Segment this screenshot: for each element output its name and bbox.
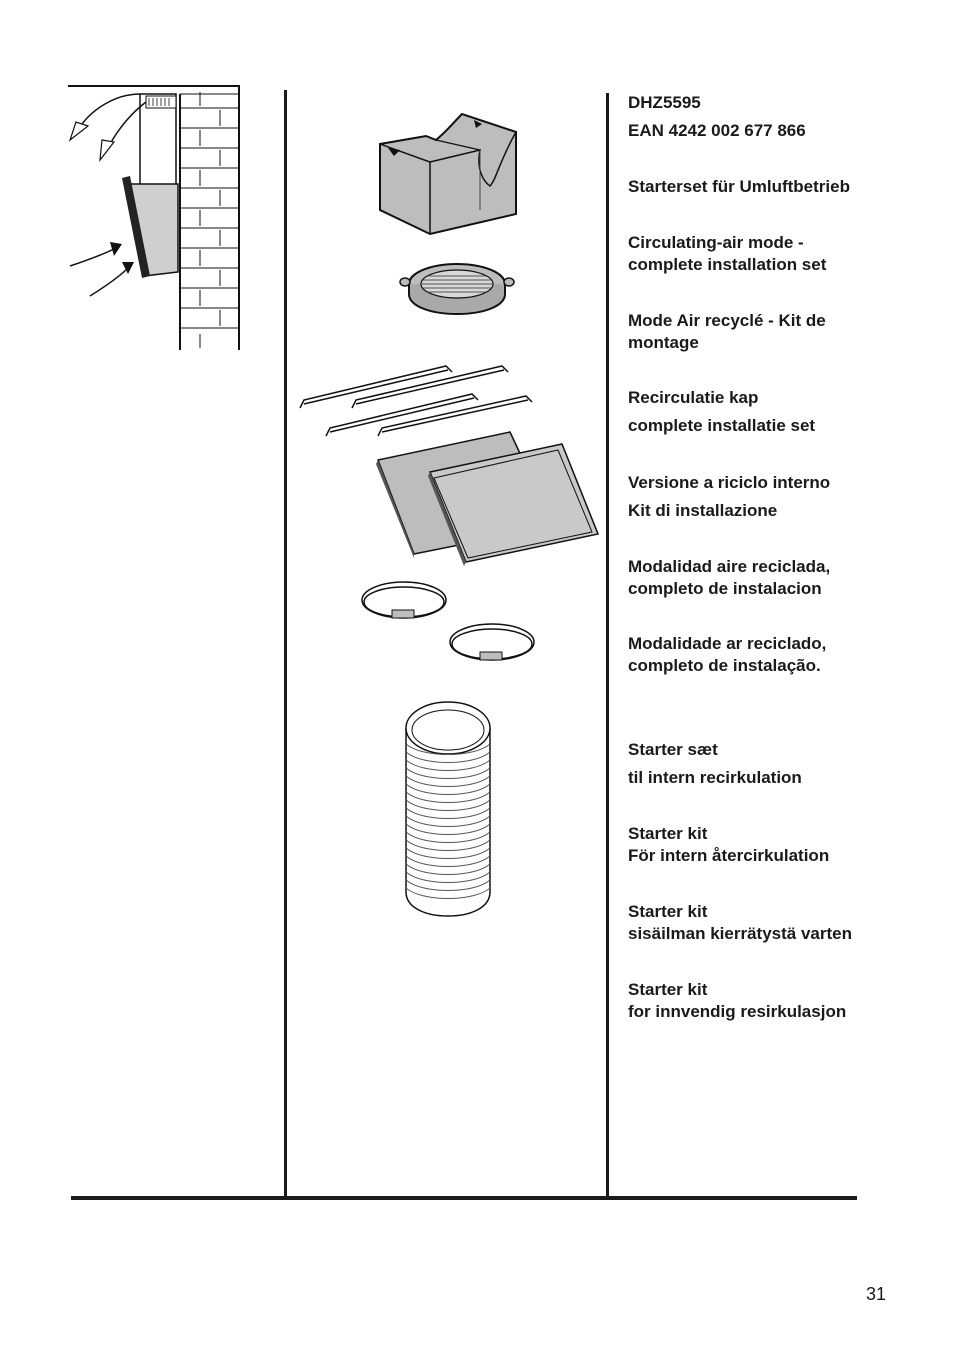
text-dutch-line1: Recirculatie kap [628, 388, 759, 407]
model-number: DHZ5595 [628, 93, 701, 112]
text-norwegian: Starter kit for innvendig resirkulasjon [628, 980, 847, 1021]
text-dutch-line2: complete installatie set [628, 416, 816, 435]
flexible-duct-illustration [402, 700, 494, 920]
text-french: Mode Air recyclé - Kit de montage [628, 311, 826, 352]
column-divider-left [284, 90, 287, 1200]
page-number: 31 [866, 1284, 887, 1304]
ean-code: EAN 4242 002 677 866 [628, 121, 806, 140]
text-finnish: Starter kit sisäilman kierrätystä varten [628, 902, 852, 943]
text-italian-line2: Kit di installazione [628, 501, 778, 520]
column-divider-right [606, 93, 609, 1200]
text-spanish: Modalidad aire reciclada, completo de instalacion [628, 557, 831, 598]
text-german: Starterset für Umluftbetrieb [628, 177, 850, 196]
text-italian-line1: Versione a riciclo interno [628, 473, 831, 492]
mounting-rods-illustration [296, 360, 536, 440]
text-danish-line2: til intern recirkulation [628, 768, 802, 787]
round-grille-illustration [400, 262, 515, 318]
hood-airflow-illustration [60, 80, 250, 360]
bottom-rule [71, 1196, 857, 1200]
hose-clamps-illustration [358, 578, 540, 670]
text-danish-line1: Starter sæt [628, 740, 718, 759]
text-portuguese: Modalidade ar reciclado, completo de instalação. [628, 634, 827, 675]
text-swedish: Starter kit För intern återcirkulation [628, 824, 830, 865]
filter-box-illustration [378, 110, 523, 240]
filter-pads-illustration [376, 430, 600, 566]
text-english: Circulating-air mode - complete installation set [628, 233, 827, 274]
